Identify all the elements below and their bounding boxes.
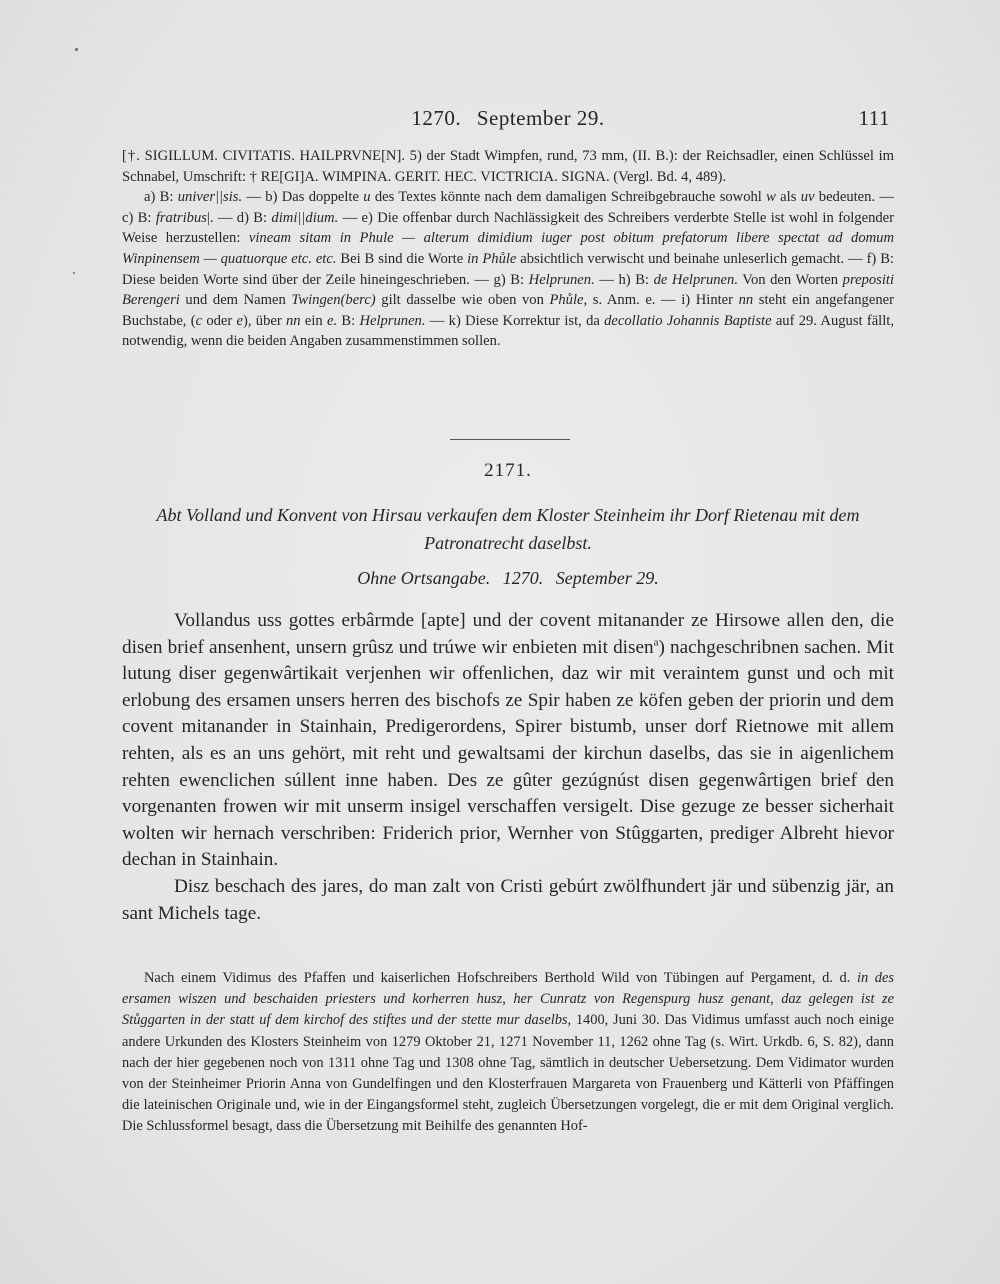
dateline-year: 1270. — [502, 568, 544, 588]
footnotes-previous-document — [122, 146, 894, 352]
source-note: Nach einem Vidimus des Pfaffen und kaiserlichen Hofschreibers Berthold Wild von Tübingen auf Pergament, d. d. in des ersamen wiszen und beschaiden priesters und korherren husz, her Cunratz von Regenspurg husz genant, daz gelegen ist ze Stůggarten in der statt uf dem kirchof des stiftes und der stette mur daselbs, 1400, Juni 30. Das Vidimus umfasst auch noch einige andere Urkunden des Klosters Steinheim von 1279 Oktober 21, 1271 November 11, 1262 ohne Tag (s. Wirt. Urkdb. 6, S. 82), dann nach der hier gegebenen noch von 1311 ohne Tag und 1308 ohne Tag, sämtlich in deutscher Uebersetzung. Dem Vidimator wurden von der Steinheimer Priorin Anna von Gundelfingen und den Klosterfrauen Margareta von Frauenberg und Kätterli von Pfäffingen die lateinischen Originale und, wie in der Eingangsformel steht, zugleich Übersetzungen vorgelegt, die er mit dem Original verglich. Die Schlussformel besagt, dass die Übersetzung mit Beihilfe des genannten Hof- — [122, 970, 894, 1135]
section-divider — [450, 439, 570, 440]
document-regest: Abt Volland und Konvent von Hirsau verkaufen dem Kloster Steinheim ihr Dorf Rietenau mit dem Patronatrecht daselbst. — [156, 505, 860, 553]
textual-notes: a) B: univer||sis. — b) Das doppelte u des Textes könnte nach dem damaligen Schreibgebrauche sowohl w als uv bedeuten. — c) B: fratribus|. — d) B: dimi||dium. — e) Die offenbar durch Nachlässigkeit des Schreibers verderbte Stelle ist wohl in folgender Weise herzustellen: vineam sitam in Phule — alterum dimidium iuger post obitum prefatorum libere spectat ad domum Winpinensem — quatuorque etc. etc. Bei B sind die Worte in Phůle absichtlich verwischt und beinahe unleserlich gemacht. — f) B: Diese beiden Worte sind über der Zeile hineingeschrieben. — g) B: Helprunen. — h) B: de Helprunen. Von den Worten prepositi Berengeri und dem Namen Twingen(berc) gilt dasselbe wie oben von Phůle, s. Anm. e. — i) Hinter nn steht ein angefangener Buchstabe, (c oder e), über nn ein e. B: Helprunen. — k) Diese Korrektur ist, da decollatio Johannis Baptiste auf 29. August fällt, notwendig, wenn die beiden Angaben zusammenstimmen sollen. — [122, 189, 895, 350]
charter-paragraph: Vollandus uss gottes erbârmde [apte] und der covent mitanander ze Hirsowe allen den, die disen brief ansenhent, unsern grûsz und trúwe wir enbieten mit disen$^a$) nachgeschribnen sachen. Mit lutung diser gegenwârtikait verjenhen wir offenlichen, daz wir mit veraintem gunst und och mit erlobung des ersamen unsers herren des bischofs ze Spir haben ze köfen geben der priorin und dem covent mitanander in Stainhain, Predigerordens, Spirer bistumb, unser dorf Rietnowe mit allem rehten, als es an uns gehört, mit reht und gewaltsami der kirchun daselbs, das sie in aigenlichem rehten ewenclichen súllent inne haben. Des ze gûter gezúgnúst disen gegenwârtigen brief den vorgenanten frowen wir mit unserm insigel verschaffen versigelt. Dise gezuge ze besser sicherhait wolten wir hernach verschriben: Friderich prior, Wernher von Stûggarten, prediger Albreht hievor dechan in Stainhain. — [122, 610, 894, 871]
document-dateline — [122, 568, 894, 589]
document-number: 2171. — [484, 460, 532, 481]
header-month-day: September 29. — [476, 106, 605, 130]
header-year: 1270. — [411, 106, 462, 130]
dateline-place: Ohne Ortsangabe. — [357, 568, 491, 588]
header-date — [122, 106, 894, 131]
running-header — [122, 106, 894, 136]
footnote-marker: a — [653, 636, 659, 649]
charter-text — [122, 608, 894, 927]
scan-speck — [73, 272, 75, 274]
seal-description: [†. SIGILLUM. CIVITATIS. HAILPRVNE[N]. 5) der Stadt Wimpfen, rund, 73 mm, (II. B.): der Reichsadler, einen Schlüssel im Schnabel, Umschrift: † RE[GI]A. WIMPINA. GERIT. HEC. VICTRICIA. SIGNA. (Vergl. Bd. 4, 489). — [122, 148, 894, 185]
scan-speck — [75, 48, 78, 51]
charter-paragraph-dating: Disz beschach des jares, do man zalt von Cristi gebúrt zwölfhundert jär und sübenzig jär, an sant Michels tage. — [122, 875, 894, 924]
dateline-date: September 29. — [555, 568, 659, 588]
page-number: 111 — [858, 106, 890, 130]
